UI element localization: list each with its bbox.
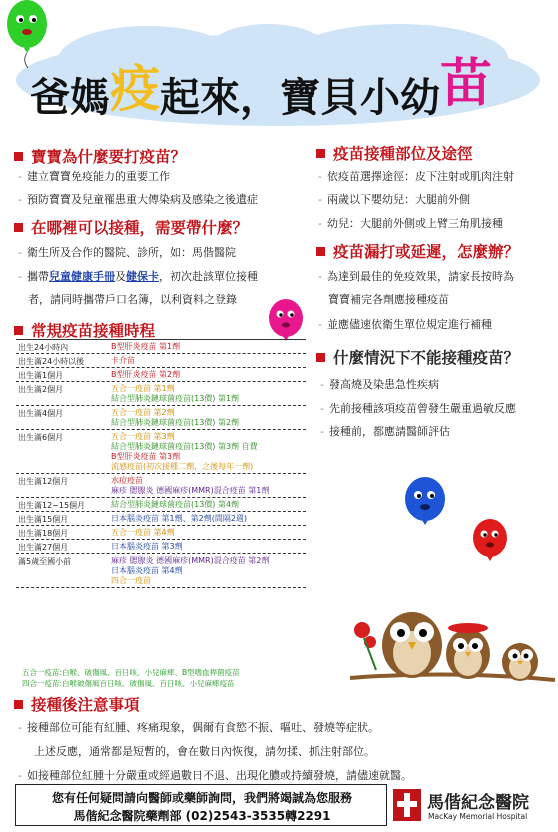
schedule-row — [16, 382, 306, 406]
schedule-vaccine: 流感疫苗(初次接種二劑，之後每年一劑) — [111, 462, 254, 471]
schedule-age: 出生滿18個月 — [18, 529, 69, 538]
schedule-age: 滿5歲至國小前 — [18, 557, 72, 566]
where-item-1: - 衛生所及合作的醫院、診所，如：馬偕醫院 — [18, 246, 236, 259]
logo-english-name: MacKay Memorial Hospital — [428, 812, 528, 821]
schedule-row — [16, 406, 306, 430]
note-tetravalent: 四合一疫苗:白喉破傷風百日咳、破傷風、百日咳、小兒麻痺疫苗 — [22, 679, 235, 688]
schedule-vaccine: 日本腦炎疫苗 第1劑、第2劑(間隔2週) — [111, 514, 248, 523]
bullet-square-icon — [14, 326, 23, 335]
schedule-vaccine: 麻疹 腮腺炎 德國麻疹(MMR)混合疫苗 第2劑 — [111, 556, 270, 565]
blue-balloon-icon — [402, 476, 448, 538]
page-title — [30, 38, 540, 121]
schedule-age: 出生滿24小時以後 — [18, 357, 85, 366]
schedule-vaccine: 五合一疫苗 第2劑 — [111, 408, 175, 417]
bullet-square-icon — [14, 223, 23, 232]
why-item-2: - 預防寶寶及兒童罹患重大傳染病及感染之後遺症 — [18, 193, 258, 206]
schedule-age: 出生滿2個月 — [18, 385, 64, 394]
schedule-vaccine: B型肝炎疫苗 第1劑 — [111, 342, 181, 351]
schedule-age: 出生滿15個月 — [18, 515, 69, 524]
after-item-1: - 接種部位可能有紅腫、疼痛現象，偶爾有食慾不振、嘔吐、發燒等症狀。 — [18, 721, 379, 734]
schedule-row — [16, 512, 306, 526]
schedule-age: 出生滿6個月 — [18, 433, 64, 442]
missed-item-2: - 並應儘速依衛生單位規定進行補種 — [318, 318, 492, 331]
section-where-heading: 在哪裡可以接種，需要帶什麼？ — [14, 216, 248, 238]
section-route-heading: 疫苗接種部位及途徑 — [316, 142, 473, 164]
schedule-age: 出生滿12個月 — [18, 477, 69, 486]
where-item-2-cont: 者，請同時攜帶戶口名簿，以利資料之登錄 — [28, 293, 237, 306]
title-part-4: 苗 — [440, 54, 493, 114]
route-item-1: - 依疫苗選擇途徑：皮下注射或肌肉注射 — [318, 170, 514, 183]
schedule-row — [16, 554, 306, 588]
schedule-row — [16, 339, 306, 354]
logo-chinese-name: 馬偕紀念醫院 — [427, 793, 529, 813]
section-after-heading: 接種後注意事項 — [14, 693, 140, 715]
schedule-vaccine: 麻疹 腮腺炎 德國麻疹(MMR)混合疫苗 第1劑 — [111, 486, 270, 495]
bullet-square-icon — [316, 247, 325, 256]
schedule-age: 出生滿12~15個月 — [18, 501, 86, 510]
schedule-vaccine: 卡介苗 — [111, 356, 135, 365]
schedule-row — [16, 540, 306, 554]
title-part-1: 爸媽 — [30, 75, 110, 121]
section-contraindication-heading: 什麼情況下不能接種疫苗？ — [316, 346, 519, 368]
schedule-vaccine: B型肝炎疫苗 第2劑 — [111, 370, 181, 379]
bullet-square-icon — [14, 152, 23, 161]
schedule-age: 出生滿4個月 — [18, 409, 64, 418]
schedule-vaccine: 結合型肺炎鏈球菌疫苗(13價) 第2劑 — [111, 418, 240, 427]
where-item-2: - 攜帶兒童健康手冊及健保卡，初次赴該單位接種 — [18, 270, 258, 283]
note-pentavalent: 五合一疫苗:白喉、破傷風、百日咳、小兒麻痺、B型嗜血桿菌疫苗 — [22, 668, 240, 677]
bullet-square-icon — [316, 353, 325, 362]
bullet-square-icon — [316, 149, 325, 158]
schedule-vaccine: 結合型肺炎鏈球菌疫苗(13價) 第1劑 — [111, 394, 240, 403]
title-part-3: 起來，寶貝小幼 — [160, 75, 440, 121]
schedule-vaccine: 五合一疫苗 第4劑 — [111, 528, 175, 537]
hospital-emblem-icon — [392, 788, 422, 822]
schedule-row — [16, 368, 306, 382]
schedule-vaccine: 結合型肺炎鏈球菌疫苗(13價) 第4劑 — [111, 500, 240, 509]
owl-family-illustration — [350, 590, 555, 685]
route-item-2: - 兩歲以下嬰幼兒：大腿前外側 — [318, 193, 470, 206]
contact-line-1: 您有任何疑問請向醫師或藥師詢問，我們將竭誠為您服務 — [51, 791, 352, 805]
insurance-card-text: 健保卡 — [125, 270, 159, 283]
schedule-vaccine: 四合一疫苗 — [111, 576, 151, 585]
contra-item-2: - 先前接種該項疫苗曾發生嚴重過敏反應 — [320, 402, 516, 415]
schedule-vaccine: 五合一疫苗 第3劑 — [111, 432, 175, 441]
schedule-vaccine: 五合一疫苗 第1劑 — [111, 384, 175, 393]
after-item-1-cont: 上述反應，通常都是短暫的，會在數日內恢復，請勿揉、抓注射部位。 — [34, 745, 375, 758]
missed-item-1-cont: 寶寶補完各劑應接種疫苗 — [328, 293, 449, 306]
schedule-row — [16, 498, 306, 512]
bullet-square-icon — [14, 700, 23, 709]
schedule-vaccine: 水痘疫苗 — [111, 476, 143, 485]
schedule-row — [16, 526, 306, 540]
hospital-logo — [392, 786, 552, 826]
schedule-row — [16, 354, 306, 368]
section-schedule-heading: 常規疫苗接種時程 — [14, 319, 155, 341]
health-booklet-text: 兒童健康手冊 — [48, 270, 115, 283]
schedule-age: 出生滿1個月 — [18, 371, 64, 380]
section-why-heading: 寶寶為什麼要打疫苗？ — [14, 145, 186, 167]
red-balloon-icon — [470, 518, 510, 570]
contact-box — [15, 784, 387, 826]
section-missed-heading: 疫苗漏打或延遲，怎麼辦？ — [316, 240, 519, 262]
schedule-vaccine: B型肝炎疫苗 第3劑 — [111, 452, 181, 461]
contra-item-3: - 接種前，都應請醫師評估 — [320, 425, 450, 438]
schedule-vaccine: 日本腦炎疫苗 第4劑 — [111, 566, 183, 575]
after-item-2: - 如接種部位紅腫十分嚴重或經過數日不退、出現化膿或持續發燒，請儘速就醫。 — [18, 769, 412, 782]
schedule-vaccine: 結合型肺炎鏈球菌疫苗(13價) 第3劑 自費 — [111, 442, 258, 451]
contact-line-2: 馬偕紀念醫院藥劑部 (02)2543-3535轉2291 — [73, 809, 331, 823]
route-item-3: - 幼兒：大腿前外側或上臂三角肌接種 — [318, 217, 503, 230]
schedule-row — [16, 430, 306, 474]
missed-item-1: - 為達到最佳的免疫效果，請家長按時為 — [318, 270, 514, 283]
contra-item-1: - 發高燒及染患急性疾病 — [320, 378, 439, 391]
schedule-row — [16, 474, 306, 498]
vaccination-schedule-table — [16, 339, 306, 588]
schedule-age: 出生滿27個月 — [18, 543, 69, 552]
why-item-1: - 建立寶寶免疫能力的重要工作 — [18, 170, 170, 183]
schedule-vaccine: 日本腦炎疫苗 第3劑 — [111, 542, 183, 551]
title-part-2: 疫 — [110, 60, 160, 118]
schedule-age: 出生24小時內 — [18, 343, 69, 352]
